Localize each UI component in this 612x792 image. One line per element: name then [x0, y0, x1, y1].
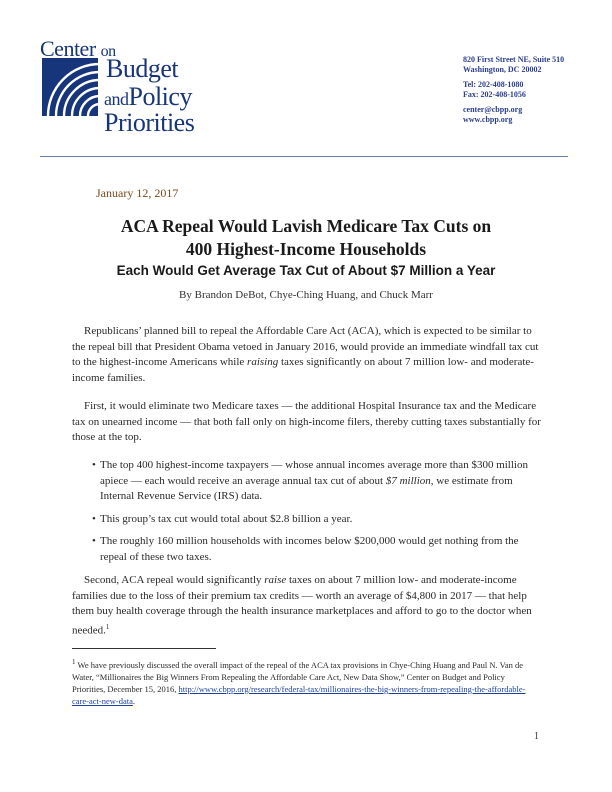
- footnote-divider: [72, 648, 216, 649]
- email-link[interactable]: center@cbpp.org: [463, 105, 523, 114]
- website-link[interactable]: www.cbpp.org: [463, 114, 513, 124]
- list-item: • The roughly 160 million households with incomes below $200,000 would get nothing from the repeal of these two taxes.: [92, 535, 519, 563]
- title-line-1: ACA Repeal Would Lavish Medicare Tax Cuts on: [120, 216, 492, 236]
- paragraph-first: First, it would eliminate two Medicare taxes — the additional Hospital Insurance tax and the Medicare tax on unearned income — that both fall only on high-income filers, thereby cutting taxes substantially for those at the top.: [72, 400, 541, 443]
- bullet-list: [92, 458, 532, 572]
- logo-line-priorities: Priorities: [104, 108, 195, 137]
- title-line-2: 400 Highest-Income Households: [185, 239, 427, 259]
- footnote-link[interactable]: http://www.cbpp.org/research/federal-tax/millionaires-the-big-winners-from-repealing-the-affordable-care-act-new-data: [72, 683, 526, 706]
- list-item: • This group’s tax cut would total about $2.8 billion a year.: [92, 512, 353, 525]
- page-number: 1: [534, 731, 539, 742]
- publication-date: January 12, 2017: [96, 186, 179, 200]
- byline: By Brandon DeBot, Chye-Ching Huang, and Chuck Marr: [179, 289, 433, 301]
- logo-arc-icon: [40, 56, 100, 118]
- telephone: Tel: 202-408-1080: [463, 80, 524, 89]
- logo-line-budget: Budget: [106, 54, 179, 83]
- fax: Fax: 202-408-1056: [463, 89, 526, 99]
- contact-block: [463, 55, 608, 124]
- footnote-ref[interactable]: 1: [105, 622, 110, 631]
- header-divider: [40, 156, 568, 157]
- logo-line-policy: andPolicy: [104, 82, 192, 111]
- cbpp-logo: [40, 38, 220, 138]
- subtitle: Each Would Get Average Tax Cut of About $7 Million a Year: [116, 263, 496, 278]
- address-line-2: Washington, DC 20002: [463, 64, 542, 74]
- footnote: $^1$ We have previously discussed the overall impact of the repeal of the ACA tax provisions in Chye-Ching Huang and Paul N. Van de Water, “Millionaires the Big Winners From Repealing the Affordable Care Act, New Data Show,” Center on Budget and Policy Priorities, December 15, 2016, http://www.cbpp.org/research/federal-tax/millionaires-the-big-winners-from-repealing-the-affordable-care-act-new-data.: [72, 658, 526, 706]
- logo-line-center: Center on: [40, 36, 116, 61]
- list-item: • The top 400 highest-income taxpayers — whose annual incomes average more than $300 million apiece — each would receive an average annual tax cut of about $7 million, we estimate from Internal Revenue Service (IRS) data.: [92, 459, 528, 502]
- paragraph-intro: Republicans’ planned bill to repeal the Affordable Care Act (ACA), which is expected to be similar to the repeal bill that President Obama vetoed in January 2016, would provide an immediate windfall tax cut to the highest-income Americans while raising taxes significantly on about 7 million low- and moderate-income families.: [72, 325, 539, 384]
- address-line-1: 820 First Street NE, Suite 510: [463, 55, 565, 64]
- paragraph-second: Second, ACA repeal would significantly raise taxes on about 7 million low- and moderate-income families due to the loss of their premium tax credits — worth an average of $4,800 in 2017 — that help them buy health coverage through the health insurance marketplaces and afford to go to the doctor when needed.$^1$: [72, 574, 532, 637]
